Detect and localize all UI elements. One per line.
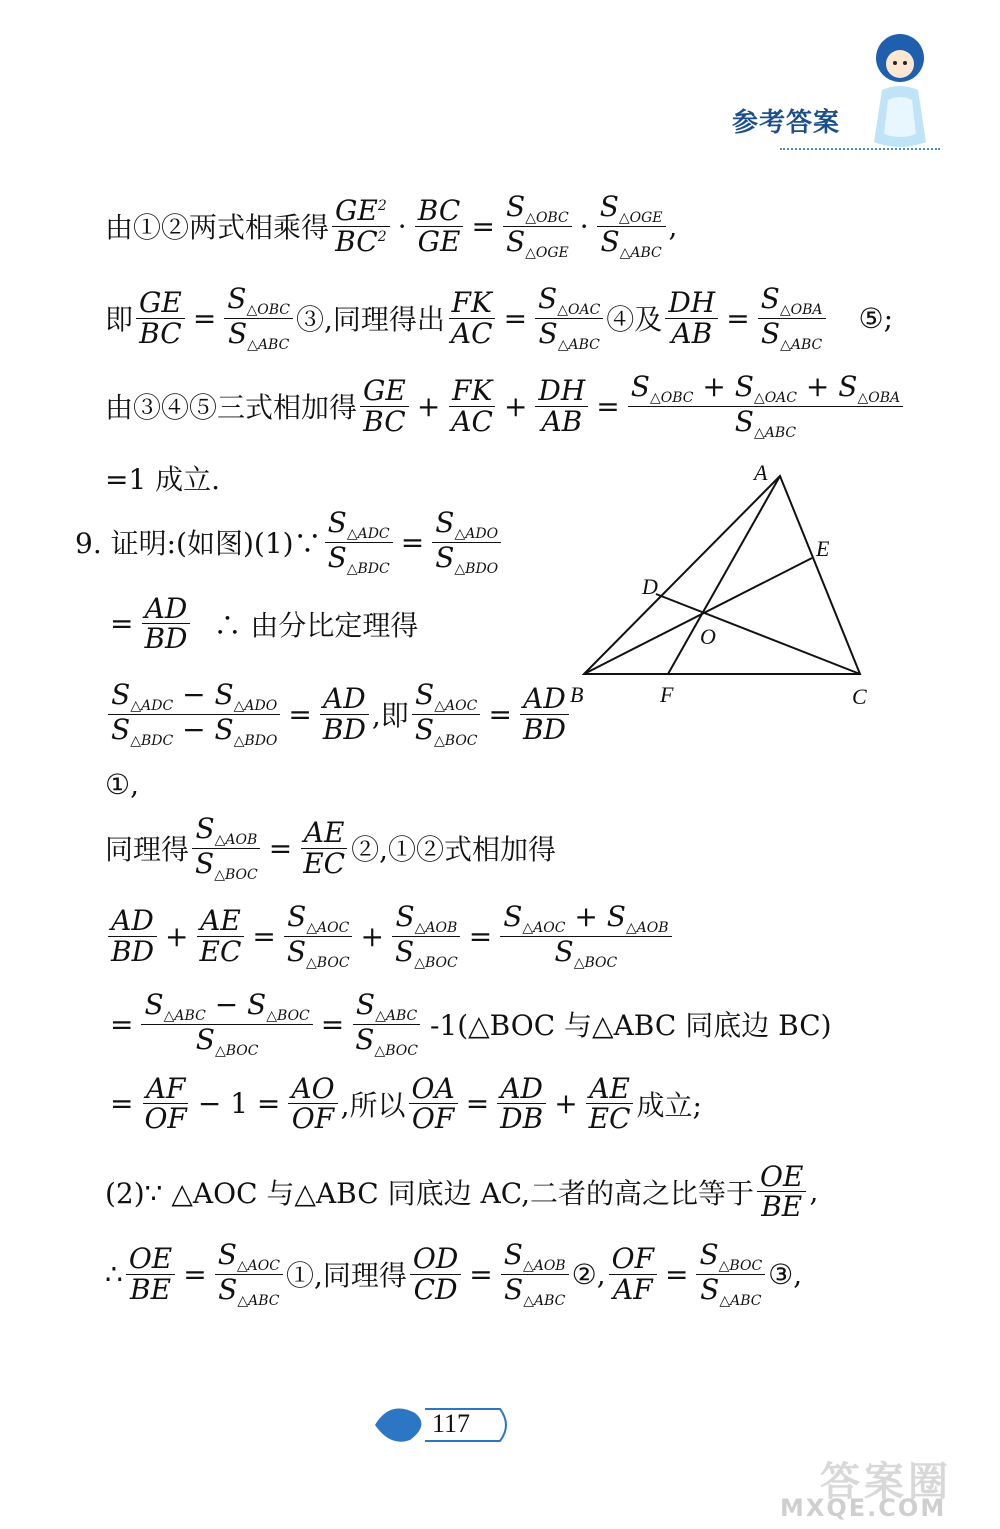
line-12: = $\frac{AF}{OF}$ − 1 = $\frac{AO}{OF}$ ,所以 $\frac{OA}{OF}$ = $\frac{AD}{DB}$ + $\frac{AE}{EC}$ 成立; bbox=[110, 1072, 702, 1136]
text-l2c: ④及 bbox=[606, 303, 663, 337]
line-13: (2)∵ △AOC 与△ABC 同底边 AC,二者的高之比等于 $\frac{OE}{BE}$ , bbox=[105, 1160, 819, 1224]
text-l13: (2)∵ △AOC 与△ABC 同底边 AC,二者的高之比等于 bbox=[105, 1176, 755, 1210]
triangle-abc bbox=[584, 476, 860, 674]
line-14: ∴ $\frac{OE}{BE}$ = $\frac{S_{\triangle AOC}}{S_{\triangle ABC}}$ ①,同理得 $\frac{OD}{CD}$ = $\frac{S_{\triangle AOB}}{S_{\triangle ABC}}$ ②, $\frac{OF}{AF}$ = $\frac{S_{\triangle BOC}}{S_{\triangle ABC}}$ ③, bbox=[105, 1238, 803, 1309]
page-header bbox=[720, 30, 960, 170]
text-l14a: ∴ bbox=[105, 1257, 123, 1291]
text-l14c: ②, bbox=[571, 1257, 606, 1291]
text-l9a: 同理得 bbox=[105, 833, 190, 867]
label-f: F bbox=[660, 682, 674, 707]
label-a: A bbox=[754, 460, 768, 485]
text-l1: 由①②两式相乘得 bbox=[105, 211, 330, 245]
watermark-logo-text: 答案圈 bbox=[820, 1459, 952, 1505]
fraction: $\frac{GE^2}{BC^2}$ bbox=[332, 196, 390, 256]
text-l11: -1(△BOC 与△ABC 同底边 BC) bbox=[429, 1009, 832, 1043]
line-6: = $\frac{AD}{BD}$ ∴ 由分比定理得 bbox=[110, 592, 419, 656]
line-4 bbox=[105, 458, 220, 498]
cartoon-girl-icon bbox=[860, 30, 940, 160]
text-l9b: ②,①②式相加得 bbox=[351, 833, 556, 867]
line-af bbox=[668, 476, 780, 674]
text-l3: 由③④⑤三式相加得 bbox=[105, 391, 358, 425]
text-l2d: ⑤; bbox=[858, 301, 894, 335]
line-be bbox=[584, 558, 812, 674]
text-l12b: 成立; bbox=[636, 1088, 702, 1122]
text-l2a: 即 bbox=[105, 303, 134, 337]
fraction: $\frac{BC}{GE}$ bbox=[415, 196, 464, 256]
text-l2b: ③,同理得出 bbox=[296, 303, 445, 337]
line-8 bbox=[105, 768, 139, 801]
line-7: $\frac{S_{\triangle ADC} - S_{\triangle ADO}}{S_{\triangle BDC} - S_{\triangle BDO}}$ = $\frac{AD}{BD}$ ,即 $\frac{S_{\triangle AOC}}{S_{\triangle BOC}}$ = $\frac{AD}{BD}$ bbox=[105, 680, 572, 748]
text-l4: =1 成立. bbox=[105, 463, 221, 496]
text-l6: ∴ 由分比定理得 bbox=[213, 608, 419, 642]
fraction: $\frac{S_{\triangle OBC}}{S_{\triangle OGE}}$ bbox=[503, 192, 572, 260]
label-o: O bbox=[700, 624, 716, 649]
line-5: 9. 证明:(如图)(1)∵ $\frac{S_{\triangle ADC}}{S_{\triangle BDC}}$ = $\frac{S_{\triangle ADO}}{S_{\triangle BDO}}$ bbox=[75, 508, 504, 576]
text-l12a: ,所以 bbox=[340, 1088, 406, 1122]
text-l14d: ③, bbox=[768, 1257, 803, 1291]
triangle-diagram bbox=[560, 460, 880, 740]
line-11: = $\frac{S_{\triangle ABC} - S_{\triangle BOC}}{S_{\triangle BOC}}$ = $\frac{S_{\triangle ABC}}{S_{\triangle BOC}}$ -1(△BOC 与△ABC 同底边 BC) bbox=[110, 988, 832, 1059]
header-divider bbox=[780, 148, 940, 152]
text-l8: ①, bbox=[105, 768, 140, 801]
fraction: $\frac{S_{\triangle OGE}}{S_{\triangle ABC}}$ bbox=[597, 192, 666, 260]
watermark-url: MXQE.COM bbox=[780, 1494, 947, 1522]
line-3: 由③④⑤三式相加得 $\frac{GE}{BC}$ + $\frac{FK}{AC}$ + $\frac{DH}{AB}$ = $\frac{S_{\triangle OBC} + S_{\triangle OAC} + S_{\triangle OBA}}{S_{\triangle ABC}}$ bbox=[105, 372, 906, 440]
line-10: $\frac{AD}{BD}$ + $\frac{AE}{EC}$ = $\frac{S_{\triangle AOC}}{S_{\triangle BOC}}$ + $\frac{S_{\triangle AOB}}{S_{\triangle BOC}}$ = $\frac{S_{\triangle AOC} + S_{\triangle AOB}}{S_{\triangle BOC}}$ bbox=[105, 902, 675, 970]
line-9: 同理得 $\frac{S_{\triangle AOB}}{S_{\triangle BOC}}$ = $\frac{AE}{EC}$ ②,①②式相加得 bbox=[105, 812, 556, 883]
page-footer bbox=[370, 1395, 520, 1455]
text-l14b: ①,同理得 bbox=[285, 1259, 407, 1293]
page-number: 117 bbox=[432, 1409, 471, 1438]
text-l7: ,即 bbox=[371, 699, 409, 733]
label-b: B bbox=[570, 682, 584, 707]
line-2: 即 $\frac{GE}{BC}$ = $\frac{S_{\triangle OBC}}{S_{\triangle ABC}}$ ③,同理得出 $\frac{FK}{AC}$ = $\frac{S_{\triangle OAC}}{S_{\triangle ABC}}$ ④及 $\frac{DH}{AB}$ = $\frac{S_{\triangle OBA}}{S_{\triangle ABC}}$ ⑤; bbox=[105, 282, 894, 353]
watermark bbox=[780, 1450, 990, 1520]
line-1: 由①②两式相乘得 $\frac{GE^2}{BC^2}$ · $\frac{BC}{GE}$ = $\frac{S_{\triangle OBC}}{S_{\triangle OGE}}$ · $\frac{S_{\triangle OGE}}{S_{\triangle ABC}}$ , bbox=[105, 190, 678, 261]
label-d: D bbox=[642, 574, 658, 599]
text-l5: 9. 证明:(如图)(1)∵ bbox=[75, 527, 322, 561]
line-cd bbox=[656, 594, 860, 674]
label-e: E bbox=[816, 536, 830, 561]
section-title: 参考答案 bbox=[732, 108, 841, 138]
label-c: C bbox=[852, 684, 867, 709]
